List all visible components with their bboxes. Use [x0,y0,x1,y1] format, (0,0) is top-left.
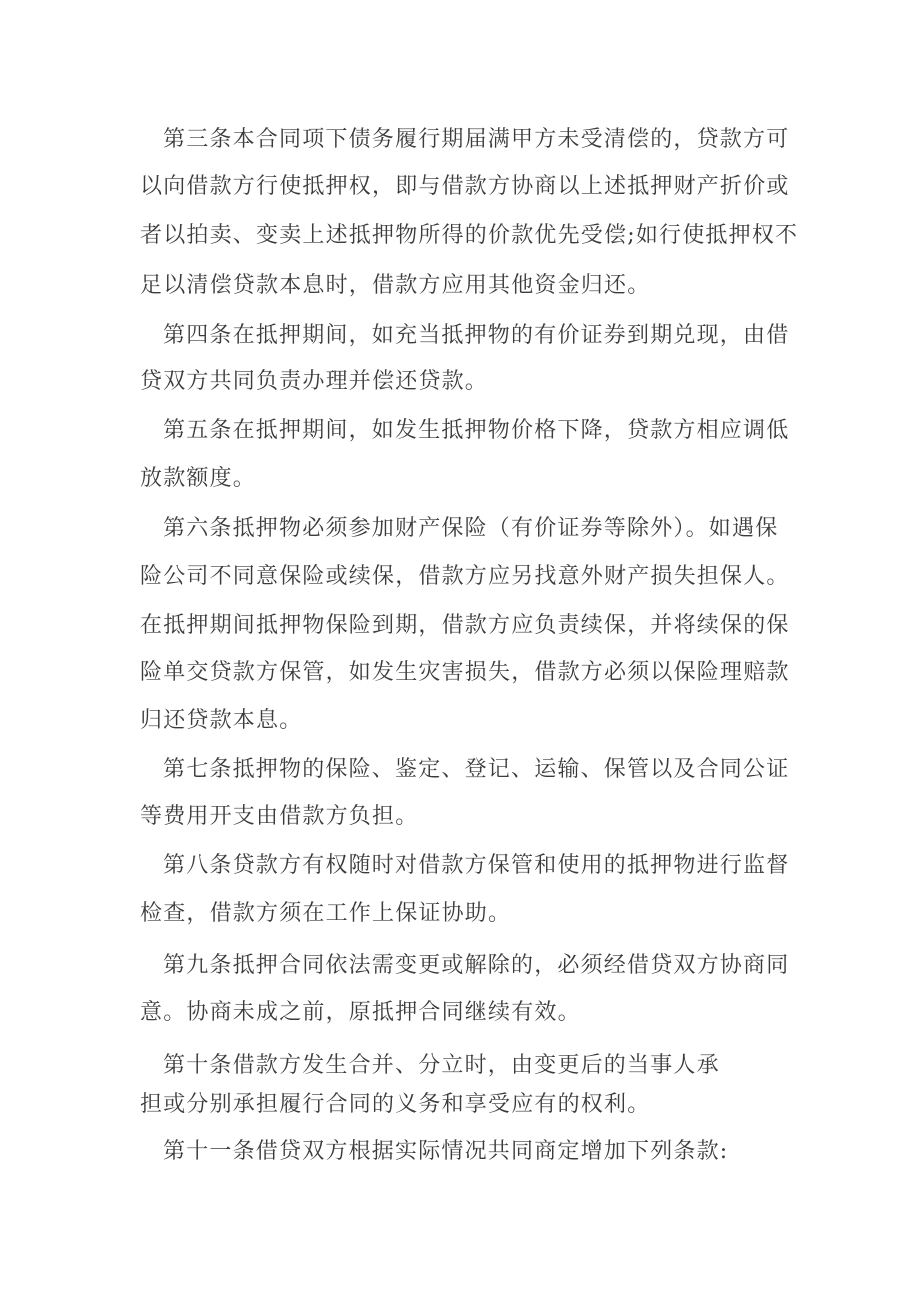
paragraph-line: 第十一条借贷双方根据实际情况共同商定增加下列条款: [163,1139,729,1164]
paragraph-line: 以向借款方行使抵押权，即与借款方协商以上述抵押财产折价或 [140,174,790,199]
paragraph-line: 意。协商未成之前，原抵押合同继续有效。 [140,1000,581,1025]
paragraph-line: 在抵押期间抵押物保险到期，借款方应负责续保，并将续保的保 [140,613,790,638]
paragraph-line: 第三条本合同项下债务履行期届满甲方未受清偿的，贷款方可 [163,127,790,152]
paragraph-line: 第九条抵押合同依法需变更或解除的，必须经借贷双方协商同 [163,953,790,978]
paragraph-line: 第八条贷款方有权随时对借款方保管和使用的抵押物进行监督 [163,853,790,878]
paragraph-line: 者以拍卖、变卖上述抵押物所得的价款优先受偿;如行使抵押权不 [140,223,799,248]
paragraph-line: 担或分别承担履行合同的义务和享受应有的权利。 [140,1092,651,1117]
paragraph-line: 第六条抵押物必须参加财产保险（有价证券等除外）。如遇保 [163,516,779,541]
paragraph-line: 放款额度。 [140,466,257,491]
paragraph-line: 等费用开支由借款方负担。 [140,804,419,829]
paragraph-line: 险单交贷款方保管，如发生灾害损失，借款方必须以保险理赔款 [140,660,790,685]
paragraph-line: 足以清偿贷款本息时，借款方应用其他资金归还。 [140,273,651,298]
paragraph-line: 险公司不同意保险或续保，借款方应另找意外财产损失担保人。 [140,564,790,589]
paragraph-line: 第四条在抵押期间，如充当抵押物的有价证券到期兑现，由借 [163,323,790,348]
paragraph-line: 第七条抵押物的保险、鉴定、登记、运输、保管以及合同公证 [163,757,790,782]
paragraph-line: 检查，借款方须在工作上保证协助。 [140,901,512,926]
paragraph-line: 第五条在抵押期间，如发生抵押物价格下降，贷款方相应调低 [163,418,790,443]
paragraph-line: 第十条借款方发生合并、分立时，由变更后的当事人承 [163,1053,720,1078]
paragraph-line: 贷双方共同负责办理并偿还贷款。 [140,369,489,394]
paragraph-line: 归还贷款本息。 [140,708,303,733]
